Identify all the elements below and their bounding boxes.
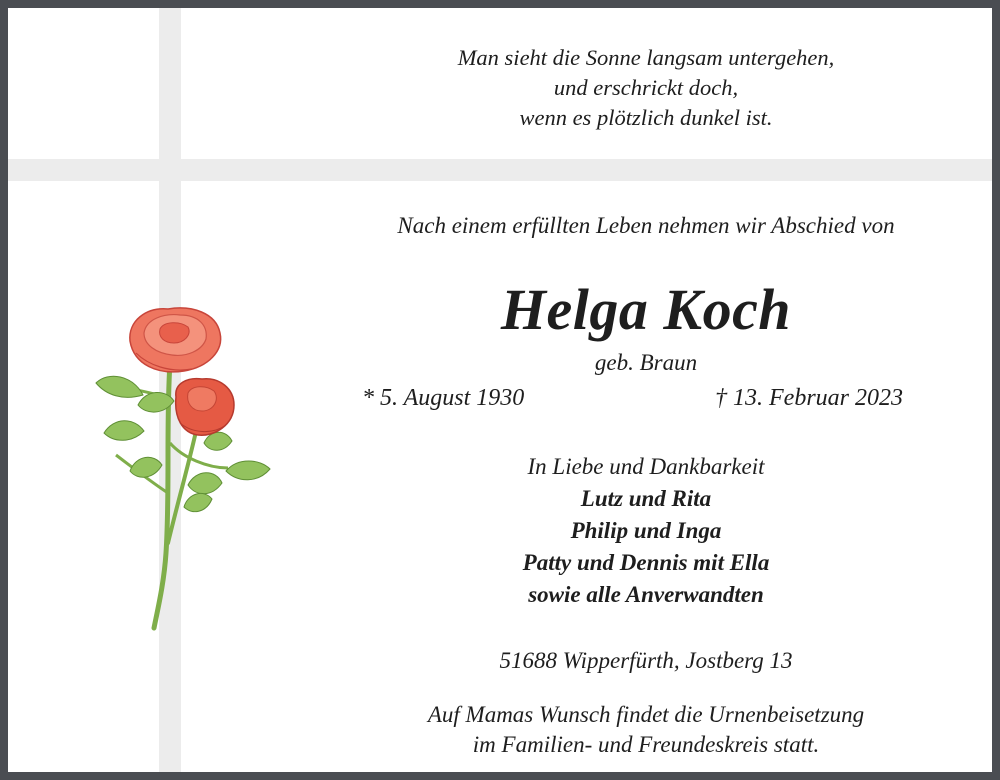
mourner-line-2: Philip und Inga <box>570 518 722 543</box>
death-date: † 13. Februar 2023 <box>715 385 903 411</box>
mourner-line-4: sowie alle Anverwandten <box>528 582 764 607</box>
deceased-name: Helga Koch <box>500 277 792 342</box>
obituary-card <box>8 8 992 772</box>
mourner-line-1: Lutz und Rita <box>580 486 712 511</box>
poem-line-1: Man sieht die Sonne langsam untergehen, <box>457 45 835 70</box>
poem-line-2: und erschrickt doch, <box>553 75 739 100</box>
poem-line-3: wenn es plötzlich dunkel ist. <box>519 105 773 130</box>
cross-horizontal-bar <box>8 159 992 181</box>
notice-line-2: im Familien- und Freundeskreis statt. <box>472 732 820 757</box>
address: 51688 Wipperfürth, Jostberg 13 <box>499 648 793 673</box>
farewell-intro: Nach einem erfüllten Leben nehmen wir Abschied von <box>397 213 895 238</box>
rose-icon <box>88 293 288 633</box>
birth-date: * 5. August 1930 <box>362 385 525 411</box>
mourners-intro: In Liebe und Dankbarkeit <box>527 454 765 479</box>
notice-line-1: Auf Mamas Wunsch findet die Urnenbeisetzung <box>427 702 865 727</box>
birth-name: geb. Braun <box>594 350 698 375</box>
mourner-line-3: Patty und Dennis mit Ella <box>522 550 770 575</box>
